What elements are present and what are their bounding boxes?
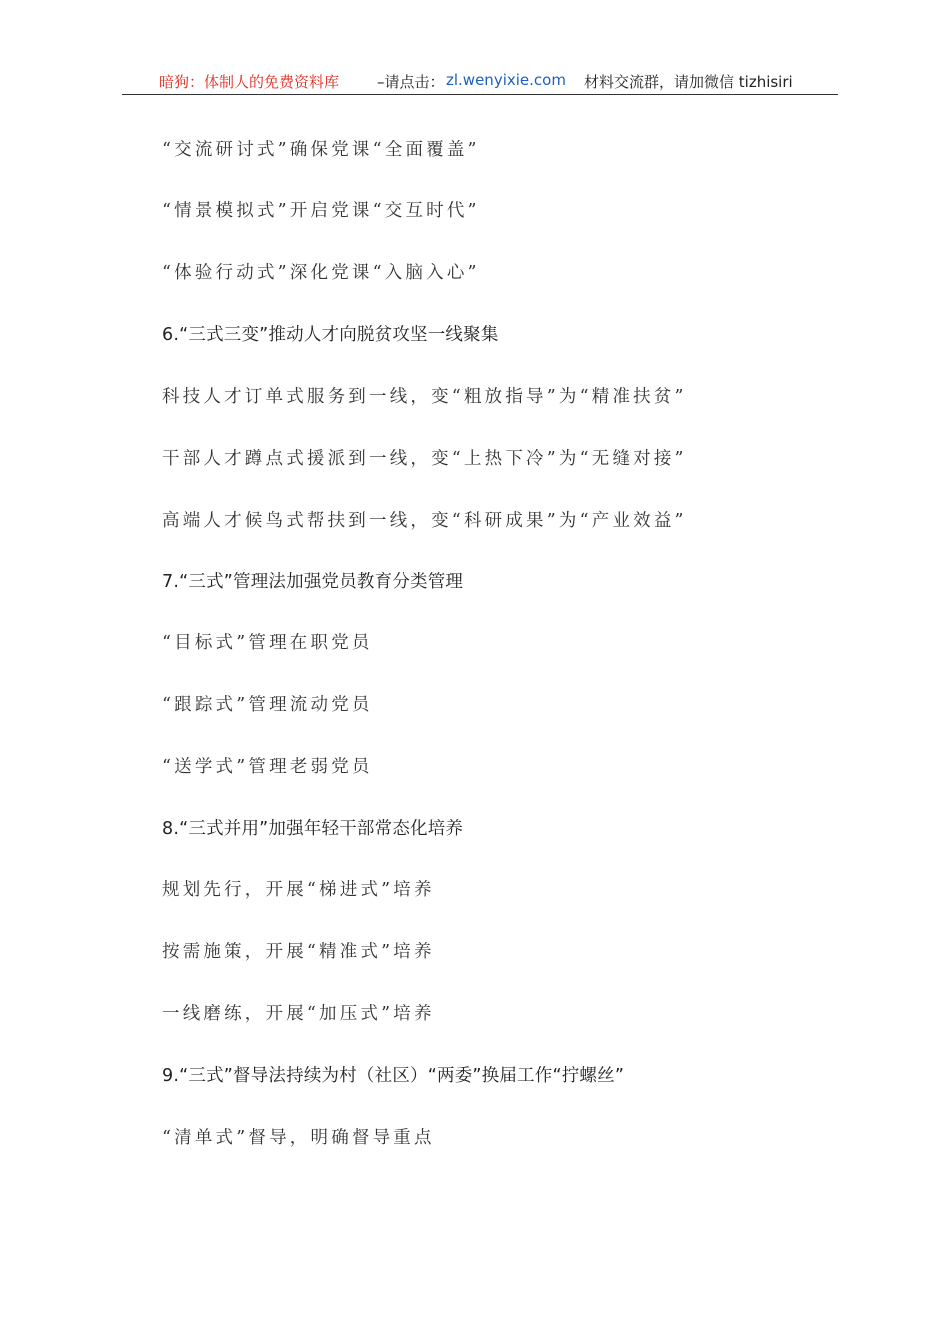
- list-item: “跟踪式”管理流动党员: [162, 695, 373, 715]
- header-url-link[interactable]: zl.wenyixie.com: [446, 71, 566, 89]
- list-item: “清单式”督导，明确督导重点: [162, 1128, 435, 1148]
- list-item: 按需施策，开展“精准式”培养: [162, 942, 435, 962]
- list-item: “送学式”管理老弱党员: [162, 757, 373, 777]
- list-item: 规划先行，开展“梯进式”培养: [162, 880, 435, 900]
- page-header: [122, 66, 838, 95]
- section-heading: 8.“三式并用”加强年轻干部常态化培养: [162, 819, 464, 839]
- list-item: “情景模拟式”开启党课“交互时代”: [162, 201, 480, 221]
- list-item: 科技人才订单式服务到一线，变“粗放指导”为“精准扶贫”: [162, 387, 687, 407]
- section-heading: 9.“三式”督导法持续为村（社区）“两委”换届工作“拧螺丝”: [162, 1066, 625, 1086]
- list-item: “体验行动式”深化党课“入脑入心”: [162, 263, 480, 283]
- list-item: “目标式”管理在职党员: [162, 633, 373, 653]
- list-item: 一线磨练，开展“加压式”培养: [162, 1004, 435, 1024]
- section-heading: 7.“三式”管理法加强党员教育分类管理: [162, 572, 464, 592]
- header-brand: 暗狗：体制人的免费资料库: [159, 73, 340, 91]
- list-item: 高端人才候鸟式帮扶到一线，变“科研成果”为“产业效益”: [162, 511, 687, 531]
- section-heading: 6.“三式三变”推动人才向脱贫攻坚一线聚集: [162, 325, 499, 345]
- header-wechat-note: 材料交流群，请加微信 tizhisiri: [584, 73, 793, 91]
- list-item: “交流研讨式”确保党课“全面覆盖”: [162, 140, 480, 160]
- header-click-label: –请点击：: [377, 73, 445, 91]
- list-item: 干部人才蹲点式援派到一线，变“上热下冷”为“无缝对接”: [162, 449, 687, 469]
